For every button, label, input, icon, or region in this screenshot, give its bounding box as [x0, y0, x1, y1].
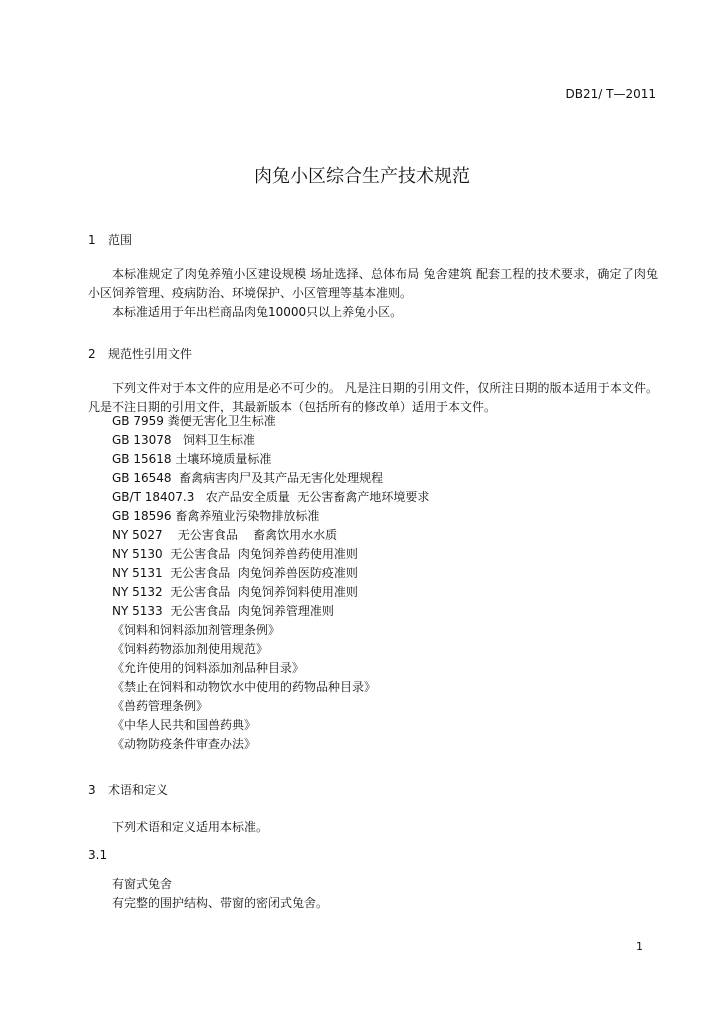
- reference-item: 《饲料药物添加剂使用规范》: [112, 642, 269, 656]
- reference-item: NY 5132 无公害食品 肉兔饲养饲料使用准则: [112, 585, 358, 599]
- reference-item: 《允许使用的饲料添加剂品种目录》: [112, 661, 305, 675]
- reference-item: 《饲料和饲料添加剂管理条例》: [112, 623, 281, 637]
- reference-item: GB 15618 土壤环境质量标准: [112, 452, 272, 466]
- standard-code: DB21/ T—2011: [565, 87, 656, 101]
- page-number: 1: [636, 940, 643, 953]
- term-name: 有窗式兔舍: [112, 877, 173, 891]
- section-2-title: 规范性引用文件: [108, 347, 193, 361]
- document-title: 肉兔小区综合生产技术规范: [254, 166, 470, 187]
- reference-item: NY 5130 无公害食品 肉兔饲养兽药使用准则: [112, 547, 358, 561]
- reference-item: GB/T 18407.3 农产品安全质量 无公害畜禽产地环境要求: [112, 490, 430, 504]
- reference-item: 《中华人民共和国兽药典》: [112, 718, 257, 732]
- reference-item: GB 18596 畜禽养殖业污染物排放标准: [112, 509, 320, 523]
- reference-item: GB 16548 畜禽病害肉尸及其产品无害化处理规程: [112, 471, 384, 485]
- section-3-heading: [88, 781, 168, 798]
- reference-item: GB 7959 粪便无害化卫生标准: [112, 414, 276, 428]
- reference-item: NY 5027 无公害食品 畜禽饮用水水质: [112, 528, 338, 542]
- section-2-number: 2: [88, 347, 96, 361]
- section-1-para-1: 本标准规定了肉兔养殖小区建设规模 场址选择、总体布局 兔舍建筑 配套工程的技术要求，确定了肉兔小区饲养管理、疫病防治、环境保护、小区管理等基本准则。: [88, 267, 658, 300]
- section-1-heading: [88, 231, 132, 248]
- section-2-para-1: 下列文件对于本文件的应用是必不可少的。 凡是注日期的引用文件，仅所注日期的版本适用于本文件。凡是不注日期的引用文件，其最新版本（包括所有的修改单）适用于本文件。: [88, 381, 658, 414]
- section-3-number: 3: [88, 783, 96, 797]
- term-definition: 有完整的围护结构、带窗的密闭式兔舍。: [112, 896, 329, 910]
- section-2-heading: [88, 345, 192, 362]
- reference-item: 《禁止在饲料和动物饮水中使用的药物品种目录》: [112, 680, 377, 694]
- reference-item: NY 5131 无公害食品 肉兔饲养兽医防疫准则: [112, 566, 358, 580]
- section-1-title: 范围: [108, 233, 133, 247]
- section-3-title: 术语和定义: [108, 783, 169, 797]
- section-1-number: 1: [88, 233, 96, 247]
- reference-item: 《动物防疫条件审查办法》: [112, 737, 257, 751]
- reference-item: NY 5133 无公害食品 肉兔饲养管理准则: [112, 604, 334, 618]
- reference-item: GB 13078 饲料卫生标准: [112, 433, 255, 447]
- subsection-3-1-number: 3.1: [88, 848, 108, 862]
- section-3-para-1: 下列术语和定义适用本标准。: [112, 820, 269, 834]
- normative-references-list: [112, 412, 429, 754]
- section-1-para-2: 本标准适用于年出栏商品肉兔10000只以上养兔小区。: [112, 305, 403, 319]
- reference-item: 《兽药管理条例》: [112, 699, 209, 713]
